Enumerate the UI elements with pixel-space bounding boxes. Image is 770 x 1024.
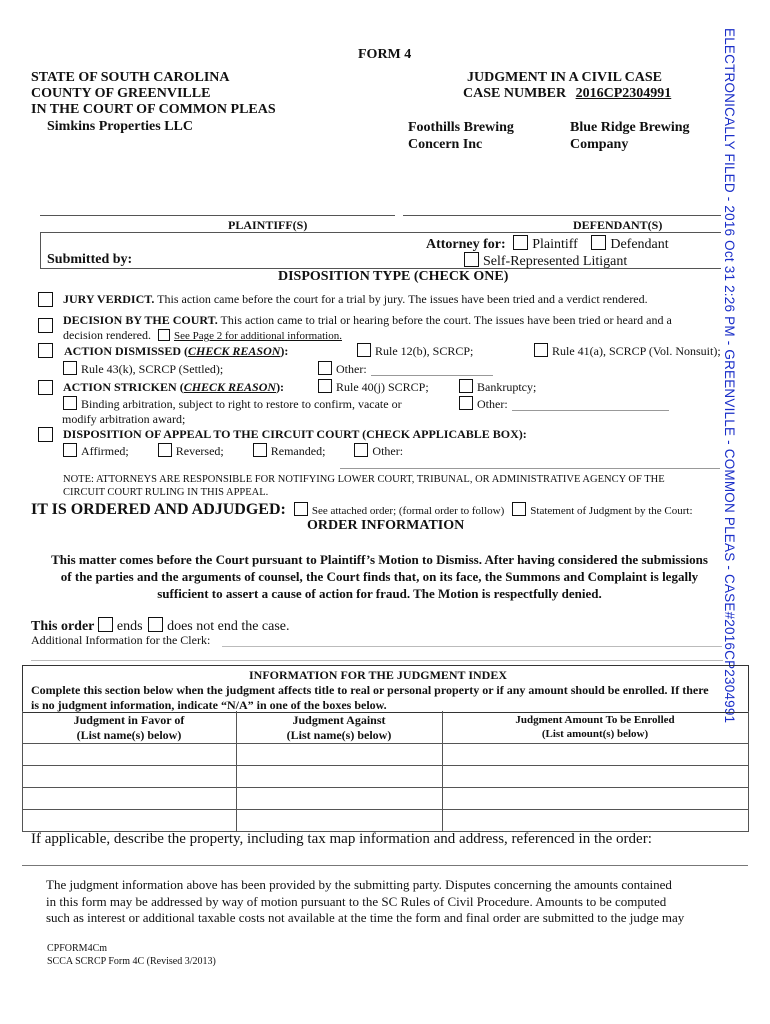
col-against-title: Judgment Against (292, 713, 386, 727)
court-header (31, 70, 276, 118)
ordered-line (31, 501, 693, 519)
reversed-label: Reversed; (175, 444, 224, 458)
stricken-other-option (459, 396, 508, 412)
defendant-line (403, 215, 721, 216)
stricken-other-checkbox[interactable] (459, 396, 473, 410)
document-type: JUDGMENT IN A CIVIL CASE (467, 70, 663, 85)
judgment-table-header-line (22, 743, 748, 744)
order-body-line2: of the parties and the arguments of counsel, the Court finds that, on its face, the Summons and Complaint is legally (60, 569, 699, 584)
dismissed-other-checkbox[interactable] (318, 361, 332, 375)
attorney-note-line1: NOTE: ATTORNEYS ARE RESPONSIBLE FOR NOTIFYING LOWER COURT, TRIBUNAL, OR ADMINISTRATIVE AGENCY OF THE (63, 474, 665, 485)
form-id: CPFORM4Cm (47, 943, 108, 954)
state-name: STATE OF SOUTH CAROLINA (31, 70, 230, 85)
check-reason-1: CHECK REASON (188, 344, 281, 358)
attorney-for (426, 235, 669, 253)
action-dismissed-checkbox[interactable] (38, 343, 57, 361)
col-against-sub: (List name(s) below) (286, 728, 392, 742)
attorney-plaintiff-label: Plaintiff (532, 237, 578, 252)
decision-checkbox[interactable] (38, 318, 57, 336)
stricken-other-field[interactable] (512, 410, 669, 411)
attorney-top-line (40, 232, 721, 233)
court-name: IN THE COURT OF COMMON PLEAS (31, 102, 276, 117)
judgment-index-instr1: Complete this section below when the judgment affects title to real or personal property or if any amount should be enrolled. If there (31, 683, 709, 697)
jury-verdict (63, 292, 648, 307)
jury-verdict-checkbox[interactable] (38, 292, 57, 310)
col-against-header (236, 713, 442, 743)
defendant-1 (408, 119, 514, 153)
decision-by-court (63, 313, 672, 344)
case-header (463, 70, 672, 102)
action-dismissed-label: ACTION DISMISSED ( (64, 344, 189, 358)
defendant-1-line2: Concern Inc (408, 137, 483, 152)
not-end-checkbox[interactable] (148, 617, 163, 632)
attorney-defendant-checkbox[interactable] (591, 235, 606, 250)
check-reason-2: CHECK REASON (183, 380, 277, 394)
order-body-line3: sufficient to assert a cause of action for fraud. The Motion is respectfully denied. (157, 586, 602, 601)
rule-40j-label: Rule 40(j) SCRCP; (336, 380, 429, 394)
ordered-label: IT IS ORDERED AND ADJUDGED: (31, 501, 286, 518)
additional-info-label: Additional Information for the Clerk: (31, 633, 211, 647)
rule-12b-option (357, 343, 473, 359)
col-amount-sub: (List amount(s) below) (541, 728, 649, 740)
jury-verdict-title: JURY VERDICT. (63, 292, 155, 306)
rule-12b-checkbox[interactable] (357, 343, 371, 357)
ends-label: ends (116, 619, 143, 634)
attorney-plaintiff-checkbox[interactable] (513, 235, 528, 250)
submitted-by-label: Submitted by: (47, 252, 133, 267)
remanded-label: Remanded; (270, 444, 326, 458)
reversed-checkbox[interactable] (158, 443, 172, 457)
col-favor-sub: (List name(s) below) (76, 728, 182, 742)
action-stricken (63, 380, 284, 395)
defendant-2-line1: Blue Ridge Brewing (570, 120, 690, 135)
dismissed-other-field[interactable] (371, 375, 493, 376)
order-body (22, 551, 737, 602)
bankruptcy-option (459, 379, 536, 395)
order-information-heading: ORDER INFORMATION (307, 518, 465, 533)
decision-text-2: decision rendered. (63, 328, 151, 342)
order-body-line1: This matter comes before the Court pursuant to Plaintiff’s Motion to Dismiss. After having considered the submissions (51, 552, 708, 567)
col-favor-header (22, 713, 236, 743)
judgment-table-row-line-3 (22, 809, 748, 810)
case-number-line (463, 86, 671, 102)
form-id-block (47, 942, 216, 968)
appeal-other-checkbox[interactable] (354, 443, 368, 457)
col-favor-title: Judgment in Favor of (73, 713, 185, 727)
defendant-2 (570, 119, 690, 153)
binding-arbitration-label-2: modify arbitration award; (62, 412, 186, 426)
rule-43k-checkbox[interactable] (63, 361, 77, 375)
close-paren-1: ): (280, 344, 289, 358)
additional-info-field[interactable] (222, 646, 722, 647)
binding-arbitration-label: Binding arbitration, subject to right to restore to confirm, vacate or (81, 397, 402, 411)
attorney-defendant-label: Defendant (610, 237, 669, 252)
disclaimer-line1: The judgment information above has been provided by the submitting party. Disputes concerning the amounts contained (46, 877, 672, 892)
see-attached-checkbox[interactable] (294, 502, 308, 516)
decision-title: DECISION BY THE COURT. (63, 313, 218, 327)
bankruptcy-label: Bankruptcy; (477, 380, 537, 394)
binding-arbitration-option (63, 396, 402, 427)
self-rep-label: Self-Represented Litigant (483, 254, 628, 269)
see-page2-label: See Page 2 for additional information. (173, 330, 342, 342)
disclaimer (46, 877, 684, 927)
jury-verdict-text: This action came before the court for a trial by jury. The issues have been tried and a verdict rendered. (157, 292, 648, 306)
rule-12b-label: Rule 12(b), SCRCP; (375, 344, 474, 358)
dismissed-other-label: Other: (336, 362, 367, 376)
remanded-checkbox[interactable] (253, 443, 267, 457)
judgment-index-instr2: is no judgment information, indicate “N/A” in one of the boxes below. (31, 698, 387, 712)
disclaimer-line3: such as interest or additional taxable costs not available at the time the form and final order are submitted to the judge may (46, 910, 685, 925)
property-divider (22, 865, 748, 866)
appeal-label: DISPOSITION OF APPEAL TO THE CIRCUIT COURT (CHECK APPLICABLE BOX): (63, 427, 527, 441)
appeal-checkbox[interactable] (38, 427, 57, 445)
this-order-label: This order (31, 619, 95, 634)
judgment-index-instructions (31, 683, 709, 713)
stricken-other-label: Other: (477, 397, 508, 411)
judgment-table-row-line-2 (22, 787, 748, 788)
attorney-note (63, 473, 665, 499)
decision-text: This action came to trial or hearing before the court. The issues have been tried or heard and a (220, 313, 672, 327)
defendant-1-line1: Foothills Brewing (408, 120, 514, 135)
appeal-options (63, 443, 403, 459)
rule-40j-checkbox[interactable] (318, 379, 332, 393)
affirmed-label: Affirmed; (81, 444, 129, 458)
disclaimer-line2: in this form may be addressed by way of motion pursuant to the SC Rules of Civil Procedure. Amounts to be computed (46, 893, 667, 909)
rule-43k-label: Rule 43(k), SCRCP (Settled); (81, 362, 224, 376)
rule-41a-option (534, 343, 721, 359)
plaintiff-label: PLAINTIFF(S) (228, 218, 308, 232)
not-end-label: does not end the case. (167, 619, 290, 634)
judgment-index-heading: INFORMATION FOR THE JUDGMENT INDEX (249, 668, 508, 682)
efiling-stamp-text: ELECTRONICALLY FILED - 2016 Oct 31 2:26 PM - GREENVILLE - COMMON PLEAS - CASE#2016CP2304991 (722, 28, 737, 724)
self-rep-checkbox[interactable] (464, 252, 479, 267)
rule-41a-label: Rule 41(a), SCRCP (Vol. Nonsuit); (552, 344, 721, 358)
appeal-other-label: Other: (372, 444, 404, 458)
col-amount-header (442, 713, 748, 741)
see-page2-checkbox[interactable] (158, 329, 170, 341)
case-number: 2016CP2304991 (575, 86, 672, 101)
statement-label: Statement of Judgment by the Court: (530, 505, 693, 517)
affirmed-checkbox[interactable] (63, 443, 77, 457)
rule-41a-checkbox[interactable] (534, 343, 548, 357)
dismissed-other-option (318, 361, 367, 377)
property-description-label: If applicable, describe the property, including tax map information and address, referenced in the order: (31, 831, 652, 847)
action-stricken-checkbox[interactable] (38, 380, 57, 398)
attorney-note-line2: CIRCUIT COURT RULING IN THIS APPEAL. (63, 487, 269, 498)
self-rep (464, 252, 627, 270)
defendant-2-line2: Company (570, 137, 629, 152)
additional-info-field-2[interactable] (31, 660, 723, 661)
case-number-label: CASE NUMBER (463, 86, 567, 101)
county-name: COUNTY OF GREENVILLE (31, 86, 211, 101)
statement-checkbox[interactable] (512, 502, 526, 516)
rule-40j-option (318, 379, 429, 395)
form-title: FORM 4 (358, 47, 412, 62)
disposition-heading: DISPOSITION TYPE (CHECK ONE) (278, 269, 509, 284)
binding-arbitration-checkbox[interactable] (63, 396, 77, 410)
plaintiff-line (40, 215, 395, 216)
form-revision: SCCA SCRCP Form 4C (Revised 3/2013) (47, 956, 216, 967)
action-stricken-label: ACTION STRICKEN ( (63, 380, 184, 394)
bankruptcy-checkbox[interactable] (459, 379, 473, 393)
attorney-left-line (40, 232, 41, 268)
plaintiff-name: Simkins Properties LLC (47, 119, 193, 134)
col-amount-title: Judgment Amount To be Enrolled (515, 714, 675, 726)
ends-checkbox[interactable] (98, 617, 113, 632)
appeal-other-field[interactable] (340, 468, 720, 469)
see-attached-label: See attached order; (formal order to follow) (311, 505, 505, 517)
close-paren-2: ): (276, 380, 285, 394)
attorney-for-label: Attorney for: (426, 237, 506, 252)
rule-43k-option (63, 361, 223, 377)
action-dismissed (64, 344, 288, 359)
defendant-label: DEFENDANT(S) (573, 218, 663, 232)
judgment-table-row-line-1 (22, 765, 748, 766)
